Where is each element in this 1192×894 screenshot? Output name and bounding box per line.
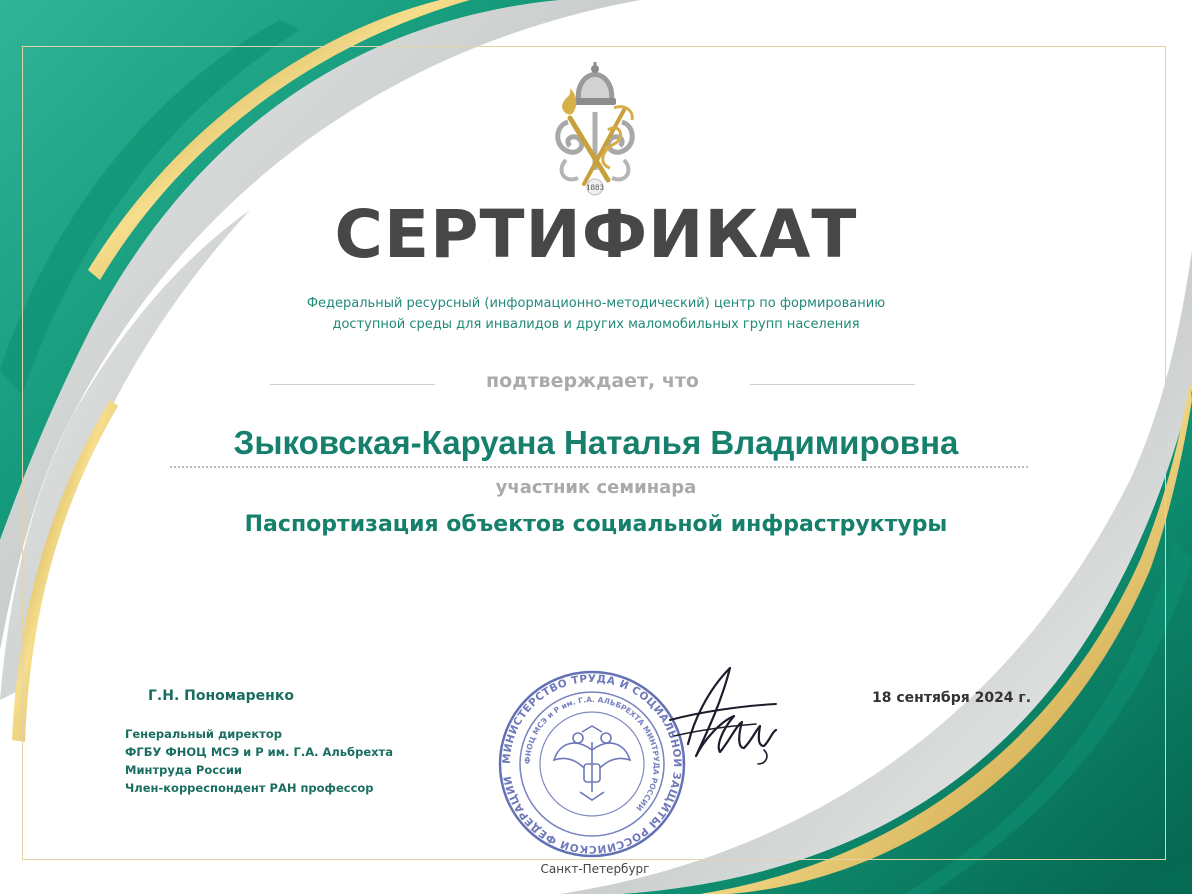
confirms-row xyxy=(270,370,915,396)
recipient-underline xyxy=(170,466,1028,468)
recipient-name: Зыковская-Каруана Наталья Владимировна xyxy=(233,424,959,461)
crown-monogram-emblem-icon xyxy=(548,60,642,196)
handwritten-signature xyxy=(660,660,790,770)
issue-city: Санкт-Петербург xyxy=(540,862,650,876)
organization-line-2: доступной среды для инвалидов и других маломобильных групп населения xyxy=(332,317,860,332)
emblem-year: 1883 xyxy=(586,184,604,192)
certificate-title: СЕРТИФИКАТ xyxy=(334,196,858,273)
signer-positions xyxy=(125,725,393,797)
seminar-title: Паспортизация объектов социальной инфраструктуры xyxy=(244,512,948,537)
double-headed-eagle-icon xyxy=(554,726,630,800)
signer-position-line: Член-корреспондент РАН профессор xyxy=(125,781,374,795)
signer-position-line: ФГБУ ФНОЦ МСЭ и Р им. Г.А. Альбрехта xyxy=(125,745,393,759)
organization-line-1: Федеральный ресурсный (информационно-методический) центр по формированию xyxy=(306,296,886,311)
issuing-organization xyxy=(0,293,1192,335)
participant-role: участник семинара xyxy=(495,477,697,498)
signer-position-line: Минтруда России xyxy=(125,763,242,777)
right-divider xyxy=(750,384,915,385)
signer-position-line: Генеральный директор xyxy=(125,727,282,741)
seal-outer-text: МИНИСТЕРСТВО ТРУДА И СОЦИАЛЬНОЙ ЗАЩИТЫ РОССИЙСКОЙ ФЕДЕРАЦИИ xyxy=(500,672,684,856)
signer-name: Г.Н. Пономаренко xyxy=(148,688,294,704)
seal-inner-text: ФНОЦ МСЭ и Р им. Г.А. АЛЬБРЕХТА МИНТРУДА РОССИИ xyxy=(522,694,662,813)
confirms-text: подтверждает, что xyxy=(486,370,699,392)
issue-date: 18 сентября 2024 г. xyxy=(872,690,1032,706)
